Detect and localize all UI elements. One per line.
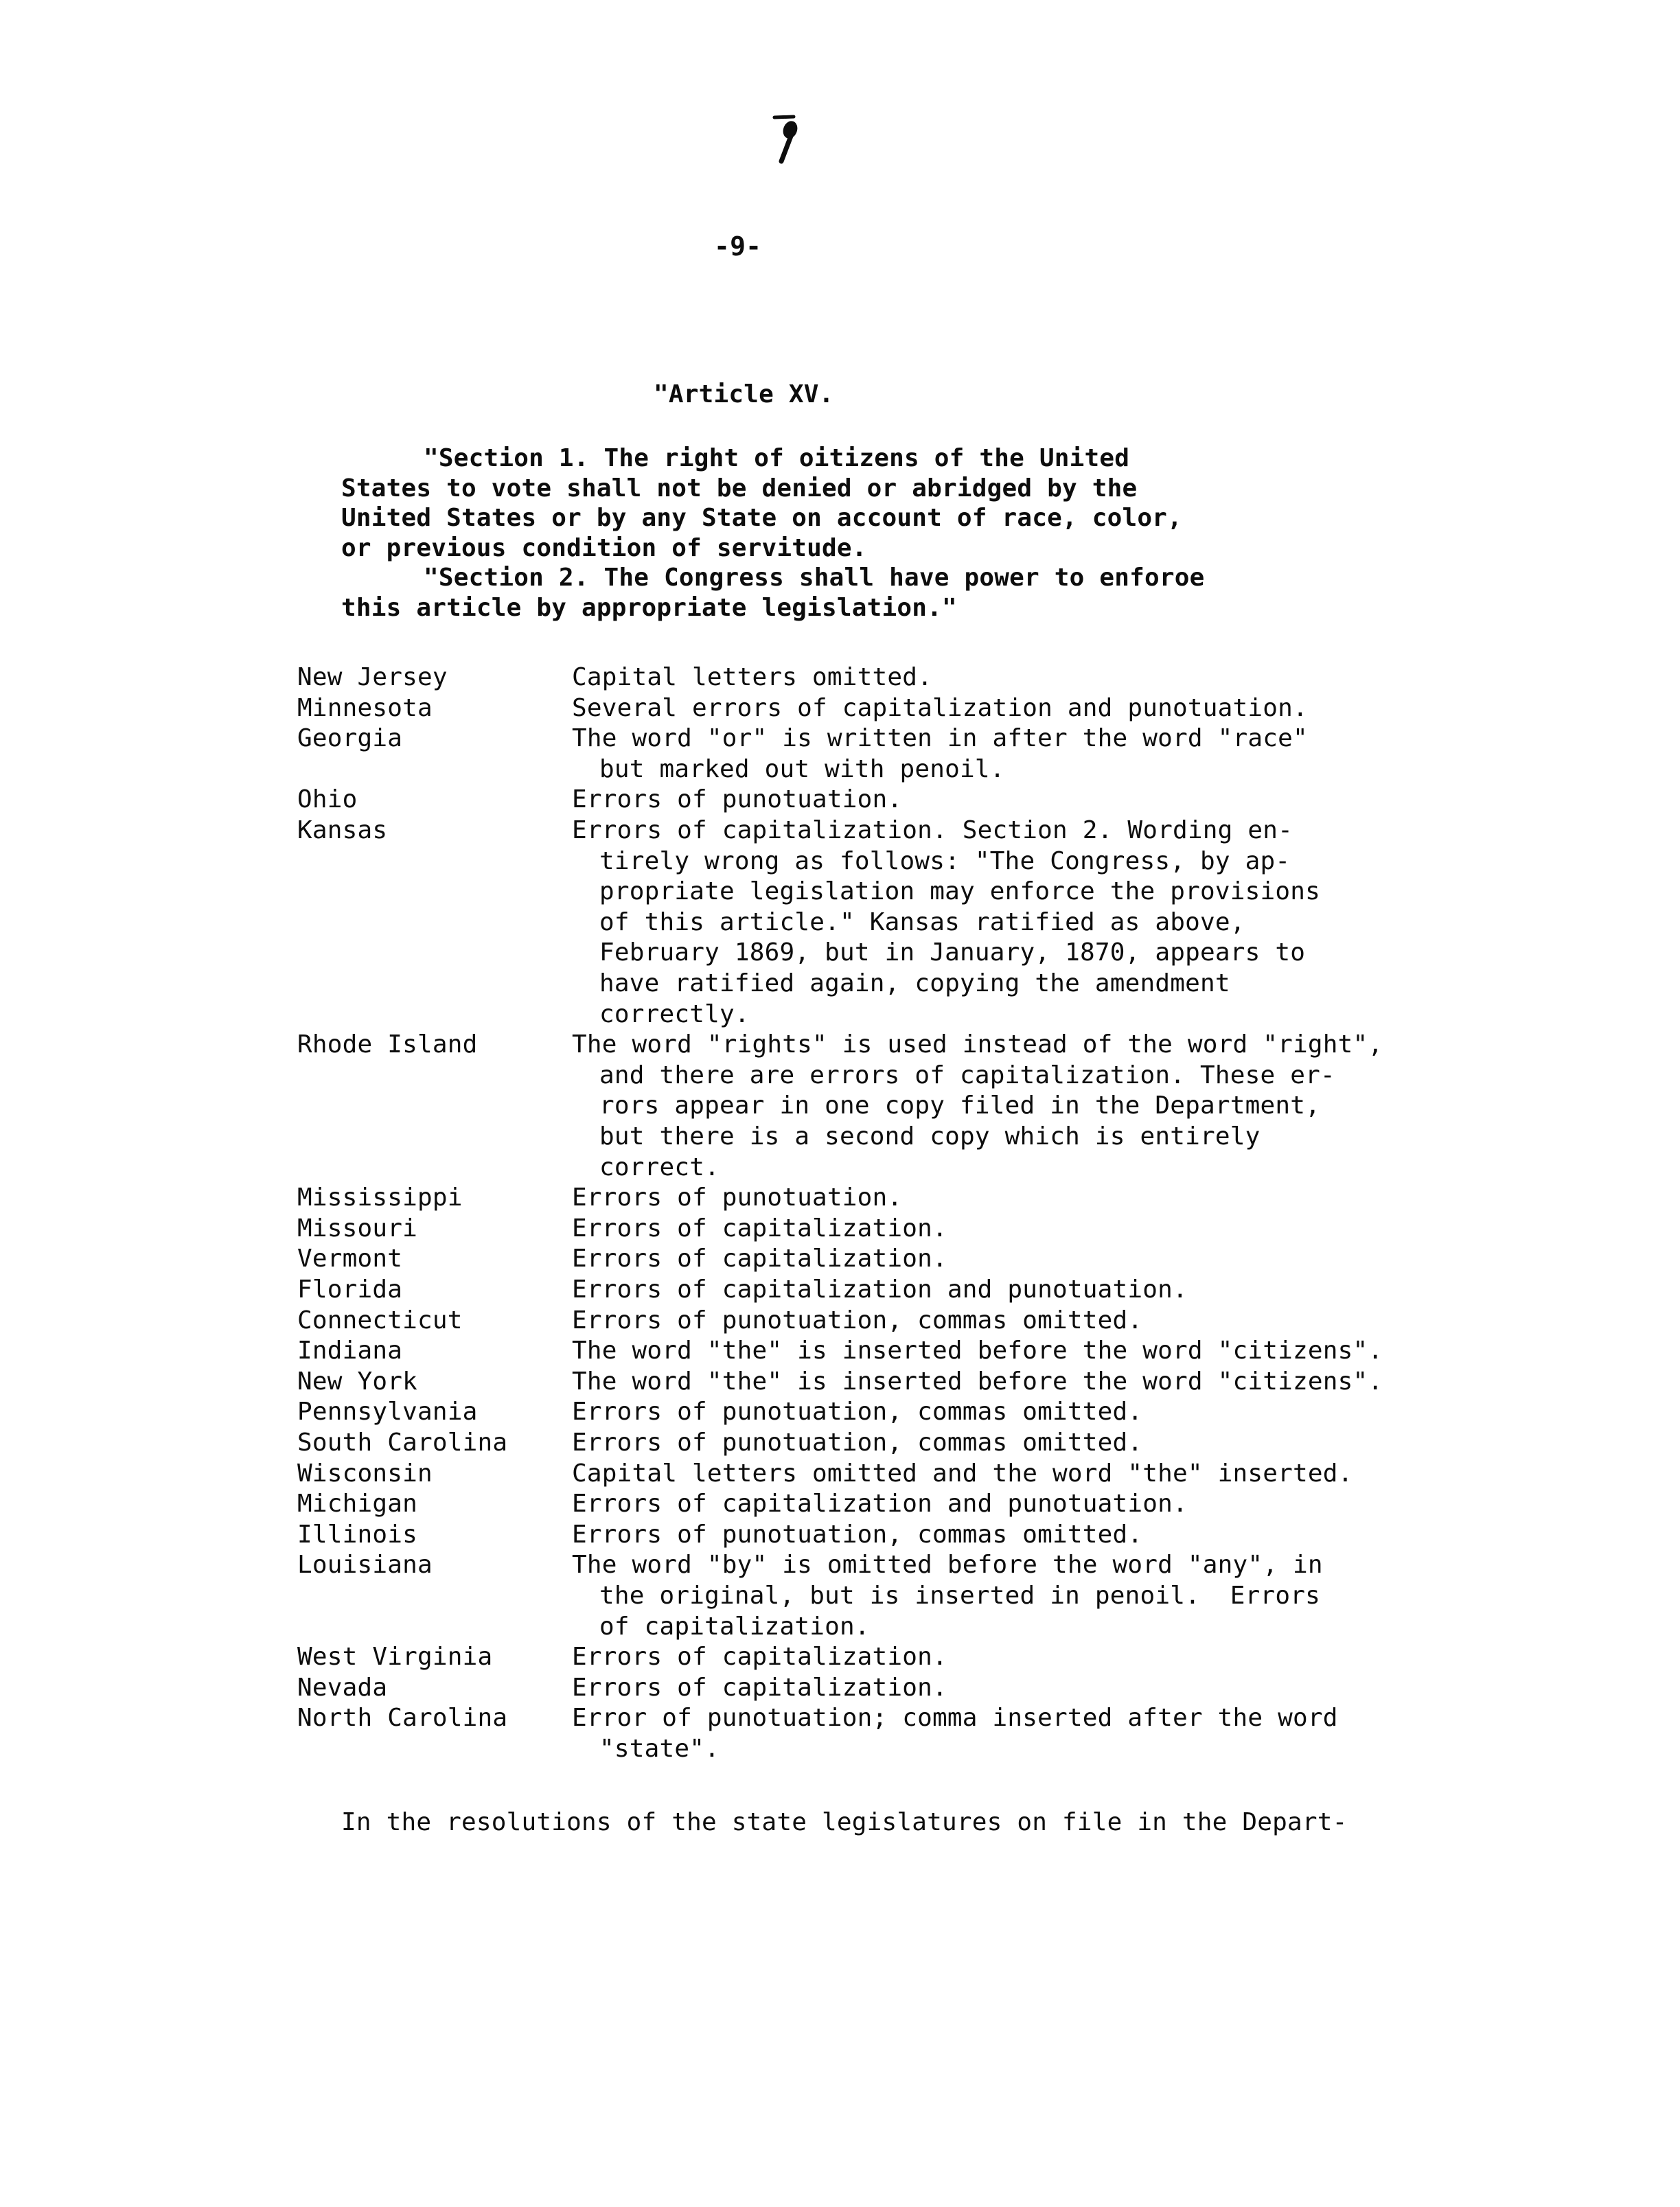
variation-description-line: Capital letters omitted. xyxy=(572,663,932,691)
variation-description-line: Errors of punotuation, commas omitted. xyxy=(572,1520,1143,1549)
state-name: Connecticut xyxy=(297,1306,463,1334)
page-number: -9- xyxy=(714,231,762,262)
variation-description-line: Errors of capitalization. xyxy=(572,1673,947,1702)
handwritten-page-mark xyxy=(769,113,803,168)
state-name: Illinois xyxy=(297,1520,417,1549)
state-name: Ohio xyxy=(297,785,358,814)
variation-description-line: Errors of punotuation, commas omitted. xyxy=(572,1306,1143,1334)
variation-description-line: have ratified again, copying the amendment xyxy=(599,969,1230,997)
state-name: New York xyxy=(297,1367,417,1396)
variation-description-line: Errors of capitalization and punotuation. xyxy=(572,1275,1188,1304)
section-text-line: "Section 2. The Congress shall have power to enforoe xyxy=(424,564,1205,592)
state-name: Michigan xyxy=(297,1490,417,1518)
variation-description-line: Errors of punotuation, commas omitted. xyxy=(572,1429,1143,1457)
variation-description-line: The word "the" is inserted before the word "citizens". xyxy=(572,1337,1383,1365)
state-name: Minnesota xyxy=(297,693,433,722)
variation-description-line: but there is a second copy which is entirely xyxy=(599,1122,1261,1151)
variation-description-line: The word "rights" is used instead of the word "right", xyxy=(572,1030,1383,1059)
article-title: "Article XV. xyxy=(654,380,834,408)
section-text-line: "Section 1. The right of oitizens of the United xyxy=(424,444,1130,472)
variation-description-line: Errors of capitalization and punotuation. xyxy=(572,1490,1188,1518)
variation-description-line: tirely wrong as follows: "The Congress, by ap- xyxy=(599,846,1291,875)
state-name: Missouri xyxy=(297,1214,417,1243)
state-name: Nevada xyxy=(297,1673,388,1702)
section-text-line: States to vote shall not be denied or abridged by the xyxy=(341,474,1138,502)
variation-description-line: Errors of capitalization. Section 2. Wording en- xyxy=(572,816,1293,844)
variation-description-line: the original, but is inserted in penoil. Errors xyxy=(599,1582,1320,1610)
variation-description-line: Errors of punotuation. xyxy=(572,785,903,814)
state-name: South Carolina xyxy=(297,1429,508,1457)
state-name: Mississippi xyxy=(297,1183,463,1212)
state-name: Kansas xyxy=(297,816,388,844)
state-name: Georgia xyxy=(297,724,403,753)
variation-description-line: Several errors of capitalization and punotuation. xyxy=(572,693,1308,722)
variation-description-line: "state". xyxy=(599,1735,720,1763)
variation-description-line: Errors of capitalization. xyxy=(572,1245,947,1273)
state-name: Wisconsin xyxy=(297,1459,433,1488)
state-name: Pennsylvania xyxy=(297,1398,478,1426)
variation-description-line: and there are errors of capitalization. These er- xyxy=(599,1061,1335,1089)
state-name: Rhode Island xyxy=(297,1030,478,1059)
variation-description-line: but marked out with penoil. xyxy=(599,754,1005,783)
variation-description-line: of capitalization. xyxy=(599,1612,870,1641)
variation-description-line: propriate legislation may enforce the provisions xyxy=(599,877,1320,906)
state-name: Florida xyxy=(297,1275,403,1304)
state-name: Indiana xyxy=(297,1337,403,1365)
variation-description-line: correct. xyxy=(599,1153,720,1181)
footer-paragraph: In the resolutions of the state legislatures on file in the Depart- xyxy=(341,1808,1348,1836)
state-name: West Virginia xyxy=(297,1643,493,1672)
variation-description-line: Errors of punotuation, commas omitted. xyxy=(572,1398,1143,1426)
variation-description-line: Errors of capitalization. xyxy=(572,1214,947,1243)
variation-description-line: Errors of punotuation. xyxy=(572,1183,903,1212)
variation-description-line: The word "the" is inserted before the word "citizens". xyxy=(572,1367,1383,1396)
section-text-line: this article by appropriate legislation." xyxy=(341,593,957,622)
variation-description-line: correctly. xyxy=(599,999,750,1028)
variation-description-line: February 1869, but in January, 1870, appears to xyxy=(599,938,1306,967)
variation-description-line: The word "by" is omitted before the word "any", in xyxy=(572,1551,1323,1580)
variation-description-line: rors appear in one copy filed in the Department, xyxy=(599,1091,1320,1120)
variation-description-line: of this article." Kansas ratified as above, xyxy=(599,908,1245,936)
state-name: Louisiana xyxy=(297,1551,433,1580)
variation-description-line: Error of punotuation; comma inserted after the word xyxy=(572,1704,1338,1733)
section-text-line: or previous condition of servitude. xyxy=(341,533,867,562)
variation-description-line: Errors of capitalization. xyxy=(572,1643,947,1672)
state-name: Vermont xyxy=(297,1245,403,1273)
variation-description-line: The word "or" is written in after the word "race" xyxy=(572,724,1308,753)
state-name: New Jersey xyxy=(297,663,448,691)
section-text-line: United States or by any State on account of race, color, xyxy=(341,504,1182,532)
state-name: North Carolina xyxy=(297,1704,508,1733)
variation-description-line: Capital letters omitted and the word "the" inserted. xyxy=(572,1459,1353,1488)
